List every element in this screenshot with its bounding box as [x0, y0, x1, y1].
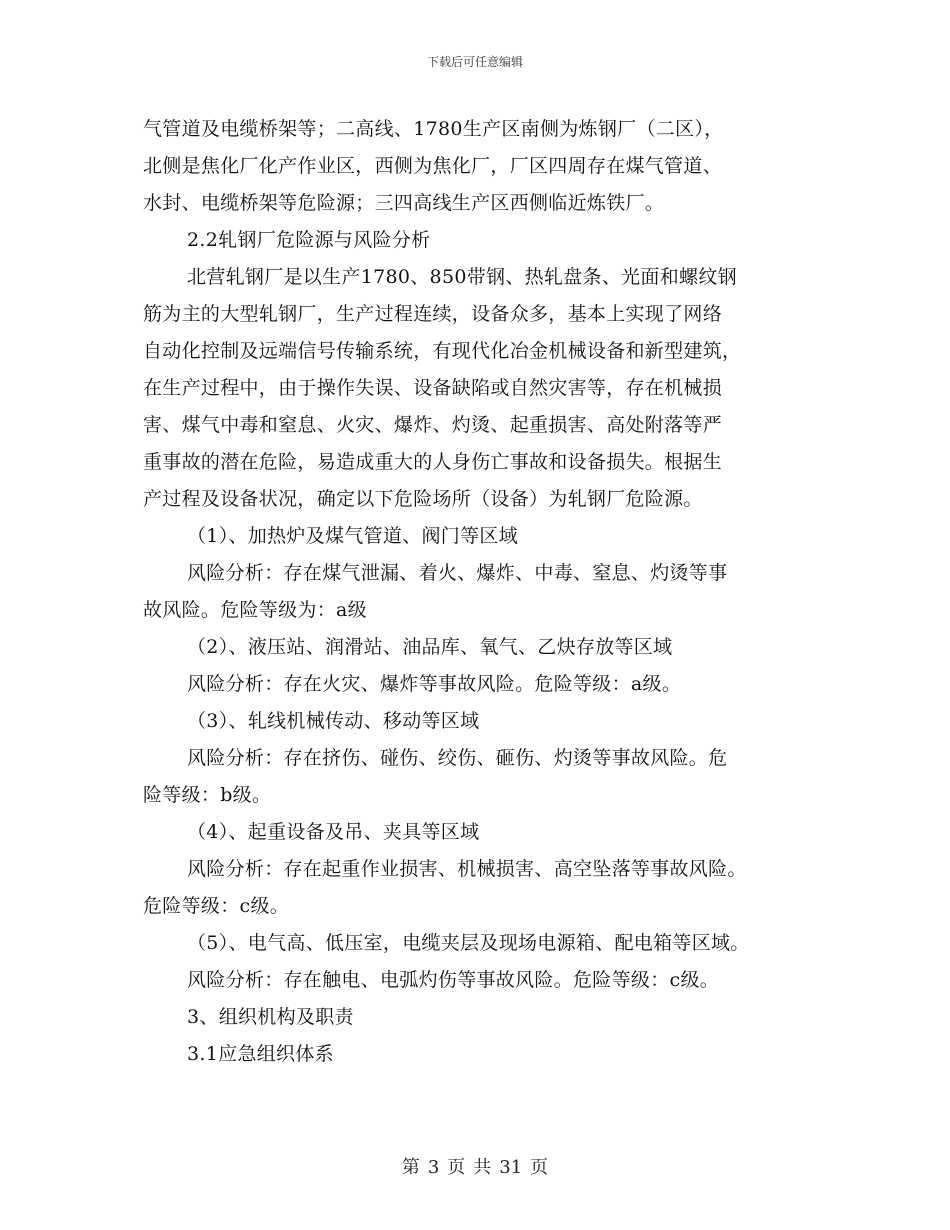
text-line: 水封、电缆桥架等危险源；三四高线生产区西侧临近炼铁厂。: [143, 192, 665, 214]
text-line: 故风险。危险等级为：a级: [143, 599, 367, 621]
text-line: 北侧是焦化厂化产作业区，西侧为焦化厂，厂区四周存在煤气管道、: [143, 155, 723, 177]
text-line: 筋为主的大型轧钢厂，生产过程连续，设备众多，基本上实现了网络: [143, 303, 723, 325]
list-item-heading: （5）、电气高、低压室，电缆夹层及现场电源箱、配电箱等区域。: [187, 932, 750, 954]
page-header-note: 下载后可任意编辑: [426, 55, 523, 69]
footer-ye: 页: [447, 1157, 466, 1178]
text-line: 在生产过程中，由于操作失误、设备缺陷或自然灾害等，存在机械损: [143, 377, 723, 399]
page-footer: [0, 1153, 950, 1179]
risk-analysis-line: 风险分析：存在煤气泄漏、着火、爆炸、中毒、窒息、灼烫等事: [187, 562, 728, 584]
footer-gong: 共: [473, 1157, 492, 1178]
text-line: 害、煤气中毒和窒息、火灾、爆炸、灼烫、起重损害、高处附落等严: [143, 414, 723, 436]
footer-di: 第: [401, 1157, 420, 1178]
text-line: 危险等级：c级。: [143, 895, 290, 917]
footer-page-number: 3: [427, 1157, 440, 1178]
section-heading: 3、组织机构及职责: [187, 1006, 354, 1028]
risk-analysis-line: 风险分析：存在触电、电弧灼伤等事故风险。危险等级：c级。: [187, 969, 720, 991]
text-line: 重事故的潜在危险，易造成重大的人身伤亡事故和设备损失。根据生: [143, 451, 723, 473]
risk-analysis-line: 风险分析：存在起重作业损害、机械损害、高空坠落等事故风险。: [187, 858, 747, 880]
risk-analysis-line: 风险分析：存在火灾、爆炸等事故风险。危险等级：a级。: [187, 673, 682, 695]
text-line: 自动化控制及远端信号传输系统，有现代化冶金机械设备和新型建筑，: [143, 340, 742, 362]
text-line: 气管道及电缆桥架等；二高线、1780生产区南侧为炼钢厂（二区），: [143, 118, 724, 140]
footer-total-pages: 31: [499, 1157, 523, 1178]
list-item-heading: （4）、起重设备及吊、夹具等区域: [187, 821, 480, 843]
text-line: 产过程及设备状况，确定以下危险场所（设备）为轧钢厂危险源。: [143, 488, 703, 510]
list-item-heading: （3）、轧线机械传动、移动等区域: [187, 710, 480, 732]
risk-analysis-line: 风险分析：存在挤伤、碰伤、绞伤、砸伤、灼烫等事故风险。危: [187, 747, 728, 769]
list-item-heading: （1）、加热炉及煤气管道、阀门等区域: [187, 525, 518, 547]
text-line: 险等级：b级。: [143, 784, 272, 806]
section-heading: 3.1应急组织体系: [187, 1043, 334, 1065]
text-line: 北营轧钢厂是以生产1780、850带钢、热轧盘条、光面和螺纹钢: [187, 266, 737, 288]
footer-ye: 页: [530, 1157, 549, 1178]
section-heading: 2.2轧钢厂危险源与风险分析: [187, 229, 431, 251]
list-item-heading: （2）、液压站、润滑站、油品库、氧气、乙炔存放等区域: [187, 636, 673, 658]
